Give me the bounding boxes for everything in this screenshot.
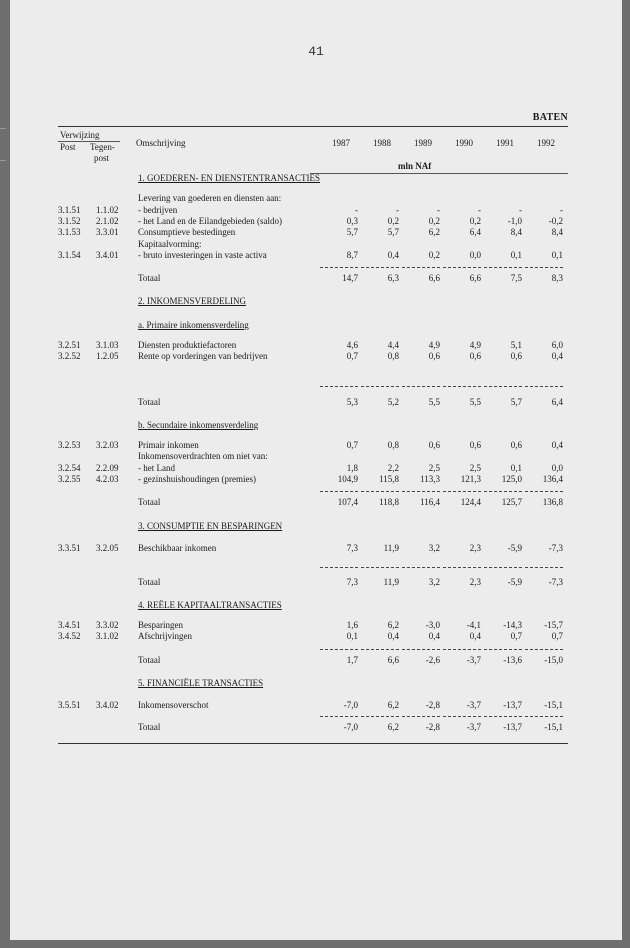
year-header: 1989 xyxy=(414,138,432,148)
total-label: Totaal xyxy=(138,397,161,407)
value-cell: 104,9 xyxy=(337,474,358,484)
value-cell: 2,2 xyxy=(387,463,399,473)
value-cell: 113,3 xyxy=(420,474,440,484)
tegenpost-code: 3.2.03 xyxy=(96,440,119,450)
year-header: 1987 xyxy=(332,138,350,148)
value-cell: 6,2 xyxy=(428,227,440,237)
subtotal-rule xyxy=(525,649,563,650)
tegenpost-code: 3.1.02 xyxy=(96,631,119,641)
value-cell: -3,0 xyxy=(425,620,440,630)
subtotal-rule xyxy=(320,716,358,717)
value-cell: 6,3 xyxy=(387,273,399,283)
value-cell: 5,5 xyxy=(469,397,481,407)
subtotal-rule xyxy=(320,267,358,268)
post-code: 3.4.52 xyxy=(58,631,81,641)
value-cell: 4,9 xyxy=(469,340,481,350)
value-cell: -7,3 xyxy=(548,543,563,553)
subtotal-rule xyxy=(361,386,399,387)
subtotal-rule xyxy=(320,567,358,568)
value-cell: 7,5 xyxy=(510,273,522,283)
value-cell: 0,4 xyxy=(387,250,399,260)
total-label: Totaal xyxy=(138,273,161,283)
subtotal-rule xyxy=(484,267,522,268)
value-cell: 0,1 xyxy=(551,250,563,260)
post-code: 3.2.52 xyxy=(58,351,81,361)
row-description: Beschikbaar inkomen xyxy=(138,543,217,553)
subtotal-rule xyxy=(484,649,522,650)
value-cell: 0,4 xyxy=(551,440,563,450)
value-cell: -3,7 xyxy=(466,655,481,665)
value-cell: 6,2 xyxy=(387,722,399,732)
tegenpost-code: 2.2.09 xyxy=(96,463,119,473)
tegenpost-code: 3.2.05 xyxy=(96,543,119,553)
value-cell: 6,2 xyxy=(387,700,399,710)
post-code: 3.2.53 xyxy=(58,440,81,450)
value-cell: -2,8 xyxy=(425,700,440,710)
value-cell: 5,7 xyxy=(346,227,358,237)
value-cell: 8,3 xyxy=(551,273,563,283)
total-label: Totaal xyxy=(138,497,161,507)
subtotal-rule xyxy=(402,716,440,717)
bottom-rule xyxy=(58,743,568,744)
tegenpost-code: 4.2.03 xyxy=(96,474,119,484)
baten-label: BATEN xyxy=(532,112,568,123)
subtotal-rule xyxy=(402,491,440,492)
value-cell: 0,8 xyxy=(387,351,399,361)
total-label: Totaal xyxy=(138,577,161,587)
subtotal-rule xyxy=(402,567,440,568)
row-description: - bruto investeringen in vaste activa xyxy=(138,250,267,260)
value-cell: 11,9 xyxy=(383,577,399,587)
value-cell: -7,0 xyxy=(343,722,358,732)
year-header: 1991 xyxy=(496,138,514,148)
value-cell: 121,3 xyxy=(460,474,481,484)
value-cell: -7,0 xyxy=(343,700,358,710)
value-cell: - xyxy=(560,205,563,215)
post-code: 3.2.51 xyxy=(58,340,81,350)
value-cell: 0,2 xyxy=(428,216,440,226)
post-code: 3.2.54 xyxy=(58,463,81,473)
value-cell: -5,9 xyxy=(507,543,522,553)
subtotal-rule xyxy=(443,716,481,717)
value-cell: 11,9 xyxy=(383,543,399,553)
subtotal-rule xyxy=(443,491,481,492)
post-code: 3.3.51 xyxy=(58,543,81,553)
value-cell: 8,4 xyxy=(551,227,563,237)
row-description: Consumptieve bestedingen xyxy=(138,227,236,237)
value-cell: 2,5 xyxy=(469,463,481,473)
value-cell: 1,7 xyxy=(346,655,358,665)
value-cell: -2,8 xyxy=(425,722,440,732)
subtotal-rule xyxy=(361,491,399,492)
value-cell: -7,3 xyxy=(548,577,563,587)
value-cell: 5,7 xyxy=(387,227,399,237)
value-cell: 0,2 xyxy=(469,216,481,226)
value-cell: 6,6 xyxy=(469,273,481,283)
subtotal-rule xyxy=(320,386,358,387)
value-cell: 0,4 xyxy=(469,631,481,641)
value-cell: 0,7 xyxy=(510,631,522,641)
value-cell: 7,3 xyxy=(346,577,358,587)
value-cell: 0,1 xyxy=(510,250,522,260)
section-title: 4. REËLE KAPITAALTRANSACTIES xyxy=(138,600,282,610)
value-cell: 107,4 xyxy=(337,497,358,507)
header-tegenpost-1: Tegen- xyxy=(90,142,115,152)
value-cell: -3,7 xyxy=(466,722,481,732)
value-cell: 0,0 xyxy=(469,250,481,260)
tegenpost-code: 1.2.05 xyxy=(96,351,119,361)
value-cell: 1,8 xyxy=(346,463,358,473)
value-cell: 6,4 xyxy=(551,397,563,407)
tegenpost-code: 3.4.01 xyxy=(96,250,119,260)
value-cell: 3,2 xyxy=(428,543,440,553)
value-cell: 0,7 xyxy=(346,351,358,361)
value-cell: -15,7 xyxy=(544,620,563,630)
value-cell: - xyxy=(437,205,440,215)
post-code: 3.2.55 xyxy=(58,474,81,484)
post-code: 3.1.54 xyxy=(58,250,81,260)
value-cell: 5,7 xyxy=(510,397,522,407)
value-cell: 124,4 xyxy=(460,497,481,507)
subtotal-rule xyxy=(443,267,481,268)
row-description: Primair inkomen xyxy=(138,440,199,450)
value-cell: 14,7 xyxy=(342,273,358,283)
value-cell: 0,1 xyxy=(510,463,522,473)
subtotal-rule xyxy=(525,716,563,717)
value-cell: 5,2 xyxy=(387,397,399,407)
year-header: 1992 xyxy=(537,138,555,148)
value-cell: 0,6 xyxy=(469,351,481,361)
subtotal-rule xyxy=(484,567,522,568)
section-title: 1. GOEDEREN- EN DIENSTENTRANSACTIES xyxy=(138,173,320,183)
subtotal-rule xyxy=(484,491,522,492)
value-cell: 0,6 xyxy=(428,440,440,450)
subtotal-rule xyxy=(484,386,522,387)
value-cell: 0,4 xyxy=(387,631,399,641)
subtotal-rule xyxy=(402,649,440,650)
value-cell: -3,7 xyxy=(466,700,481,710)
value-cell: 125,7 xyxy=(501,497,522,507)
tegenpost-code: 2.1.02 xyxy=(96,216,119,226)
subtotal-rule xyxy=(443,649,481,650)
row-description: Afschrijvingen xyxy=(138,631,192,641)
value-cell: -1,0 xyxy=(507,216,522,226)
value-cell: 2,3 xyxy=(469,577,481,587)
subtotal-rule xyxy=(320,491,358,492)
margin-tick xyxy=(0,160,6,161)
total-label: Totaal xyxy=(138,722,161,732)
total-label: Totaal xyxy=(138,655,161,665)
header-post: Post xyxy=(60,142,76,152)
value-cell: -5,9 xyxy=(507,577,522,587)
value-cell: - xyxy=(355,205,358,215)
header-verwijzing: Verwijzing xyxy=(60,130,100,140)
value-cell: -15,1 xyxy=(544,722,563,732)
row-description: Besparingen xyxy=(138,620,183,630)
value-cell: -13,6 xyxy=(503,655,522,665)
value-cell: - xyxy=(396,205,399,215)
row-description: - gezinshuishoudingen (premies) xyxy=(138,474,256,484)
value-cell: 5,3 xyxy=(346,397,358,407)
value-cell: 0,4 xyxy=(428,631,440,641)
tegenpost-code: 3.3.02 xyxy=(96,620,119,630)
row-description: Rente op vorderingen van bedrijven xyxy=(138,351,268,361)
value-cell: 125,0 xyxy=(501,474,522,484)
value-cell: -14,3 xyxy=(503,620,522,630)
row-description: - het Land en de Eilandgebieden (saldo) xyxy=(138,216,282,226)
row-description: Levering van goederen en diensten aan: xyxy=(138,193,282,203)
value-cell: 6,6 xyxy=(387,655,399,665)
value-cell: 2,3 xyxy=(469,543,481,553)
post-code: 3.1.52 xyxy=(58,216,81,226)
value-cell: -4,1 xyxy=(466,620,481,630)
subtotal-rule xyxy=(402,386,440,387)
value-cell: 0,7 xyxy=(346,440,358,450)
header-omschrijving: Omschrijving xyxy=(136,138,186,148)
post-code: 3.1.53 xyxy=(58,227,81,237)
row-description: - het Land xyxy=(138,463,175,473)
value-cell: 118,8 xyxy=(379,497,399,507)
tegenpost-code: 1.1.02 xyxy=(96,205,119,215)
value-cell: 3,2 xyxy=(428,577,440,587)
value-cell: 116,4 xyxy=(420,497,440,507)
post-code: 3.4.51 xyxy=(58,620,81,630)
section-title: 3. CONSUMPTIE EN BESPARINGEN xyxy=(138,521,283,531)
header-tegenpost-2: post xyxy=(94,153,110,163)
value-cell: -13,7 xyxy=(503,722,522,732)
subtotal-rule xyxy=(443,567,481,568)
subtotal-rule xyxy=(320,649,358,650)
value-cell: 136,8 xyxy=(542,497,563,507)
unit-label: mln NAf xyxy=(398,161,432,171)
subtotal-rule xyxy=(525,267,563,268)
row-description: Inkomensoverschot xyxy=(138,700,209,710)
value-cell: 0,1 xyxy=(346,631,358,641)
value-cell: -15,1 xyxy=(544,700,563,710)
value-cell: 4,9 xyxy=(428,340,440,350)
section-subtitle: b. Secundaire inkomensverdeling xyxy=(138,420,259,430)
post-code: 3.1.51 xyxy=(58,205,81,215)
section-title: 2. INKOMENSVERDELING xyxy=(138,296,246,306)
year-header: 1988 xyxy=(373,138,391,148)
row-description: Inkomensoverdrachten om niet van: xyxy=(138,451,268,461)
value-cell: 0,8 xyxy=(387,440,399,450)
year-header: 1990 xyxy=(455,138,473,148)
value-cell: 0,3 xyxy=(346,216,358,226)
value-cell: 115,8 xyxy=(379,474,399,484)
value-cell: 5,1 xyxy=(510,340,522,350)
subtotal-rule xyxy=(484,716,522,717)
section-subtitle: a. Primaire inkomensverdeling xyxy=(138,320,249,330)
tegenpost-code: 3.3.01 xyxy=(96,227,119,237)
section-title: 5. FINANCIËLE TRANSACTIES xyxy=(138,678,264,688)
value-cell: 0,6 xyxy=(469,440,481,450)
page-number: 41 xyxy=(308,44,324,59)
tegenpost-code: 3.4.02 xyxy=(96,700,119,710)
subtotal-rule xyxy=(525,386,563,387)
post-code: 3.5.51 xyxy=(58,700,81,710)
subtotal-rule xyxy=(443,386,481,387)
subtotal-rule xyxy=(525,491,563,492)
value-cell: 0,6 xyxy=(510,440,522,450)
top-rule xyxy=(58,126,568,127)
subtotal-rule xyxy=(361,267,399,268)
subtotal-rule xyxy=(361,716,399,717)
value-cell: 8,4 xyxy=(510,227,522,237)
row-description: - bedrijven xyxy=(138,205,178,215)
value-cell: 5,5 xyxy=(428,397,440,407)
margin-tick xyxy=(0,128,6,129)
value-cell: 2,5 xyxy=(428,463,440,473)
subtotal-rule xyxy=(402,267,440,268)
value-cell: 8,7 xyxy=(346,250,358,260)
value-cell: 7,3 xyxy=(346,543,358,553)
document-page xyxy=(10,0,622,940)
value-cell: 6,2 xyxy=(387,620,399,630)
value-cell: 6,0 xyxy=(551,340,563,350)
value-cell: 6,6 xyxy=(428,273,440,283)
row-description: Diensten produktiefactoren xyxy=(138,340,237,350)
unit-rule xyxy=(310,173,568,174)
value-cell: 0,2 xyxy=(387,216,399,226)
row-description: Kapitaalvorming: xyxy=(138,239,202,249)
value-cell: -0,2 xyxy=(548,216,563,226)
value-cell: 0,6 xyxy=(510,351,522,361)
value-cell: 4,6 xyxy=(346,340,358,350)
subtotal-rule xyxy=(361,567,399,568)
value-cell: - xyxy=(519,205,522,215)
value-cell: -15,0 xyxy=(544,655,563,665)
value-cell: 6,4 xyxy=(469,227,481,237)
subtotal-rule xyxy=(361,649,399,650)
value-cell: 1,6 xyxy=(346,620,358,630)
value-cell: 0,4 xyxy=(551,351,563,361)
value-cell: - xyxy=(478,205,481,215)
value-cell: 0,7 xyxy=(551,631,563,641)
value-cell: -13,7 xyxy=(503,700,522,710)
value-cell: 0,2 xyxy=(428,250,440,260)
value-cell: 136,4 xyxy=(542,474,563,484)
tegenpost-code: 3.1.03 xyxy=(96,340,119,350)
value-cell: 0,6 xyxy=(428,351,440,361)
value-cell: 4,4 xyxy=(387,340,399,350)
value-cell: 0,0 xyxy=(551,463,563,473)
value-cell: -2,6 xyxy=(425,655,440,665)
subtotal-rule xyxy=(525,567,563,568)
